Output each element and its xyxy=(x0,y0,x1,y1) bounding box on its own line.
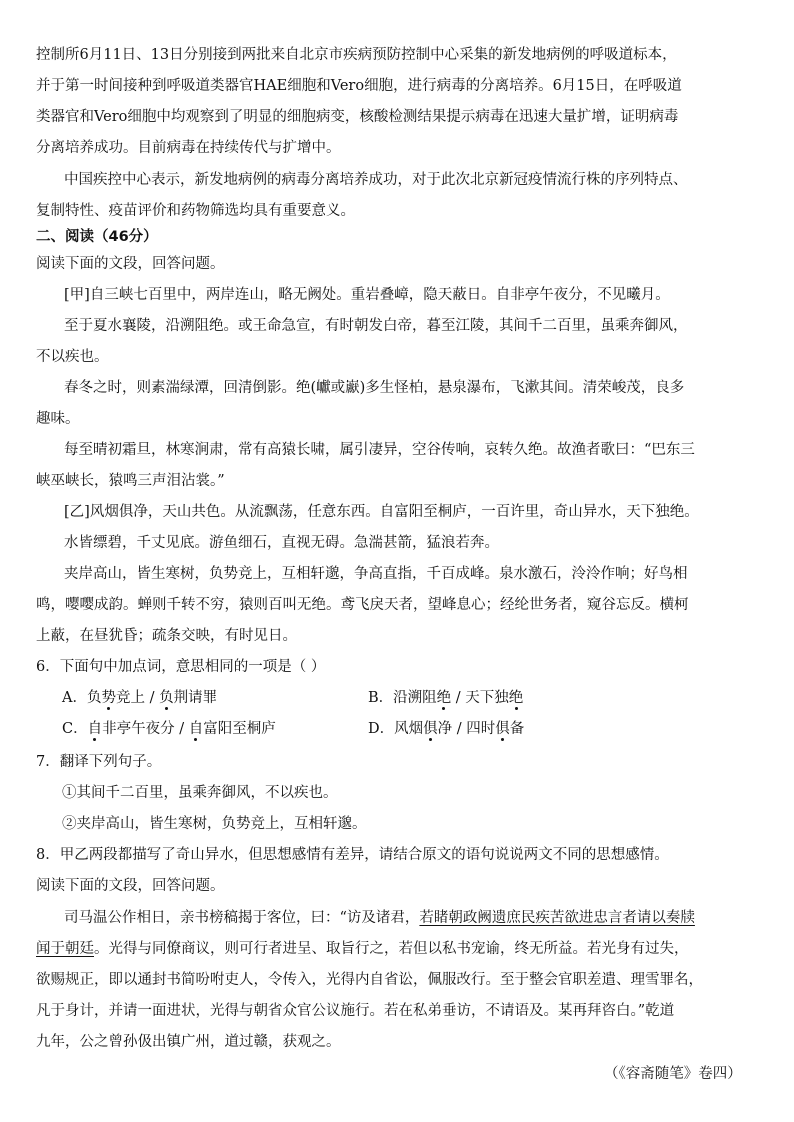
underlined-sentence: 若睹朝政阙遗庶民疾苦欲进忠言者请以奏牍 xyxy=(419,910,695,926)
question-6-option-b: B．沿溯阻绝 / 天下独绝 xyxy=(368,690,524,706)
passage-c-line-5: 九年，公之曾孙伋出镇广州，道过赣，获观之。 xyxy=(36,1034,341,1050)
question-6-stem: 6．下面句中加点词，意思相同的一项是（ ） xyxy=(36,659,326,675)
source-citation: （《容斋随笔》卷四） xyxy=(604,1066,742,1082)
passage-a-p4-line-2: 峡巫峡长，猿鸣三声泪沾裳。” xyxy=(36,473,225,489)
passage-a-p3-line-1: 春冬之时，则素湍绿潭，回清倒影。绝(巘或巚)多生怪柏，悬泉瀑布，飞漱其间。清荣峻茂，良多 xyxy=(64,380,685,396)
question-6-option-c: C．自非亭午夜分 / 自富阳至桐庐 xyxy=(62,721,276,737)
underlined-sentence-end: 闻于朝廷 xyxy=(36,941,94,957)
passage-a-p2-line-1: 至于夏水襄陵，沿溯阻绝。或王命急宣，有时朝发白帝，暮至江陵，其间千二百里，虽乘奔御风， xyxy=(64,318,688,334)
passage-a-p2-line-2: 不以疾也。 xyxy=(36,349,109,365)
intro-line-1: 控制所6月11日、13日分别接到两批来自北京市疾病预防控制中心采集的新发地病例的呼吸道标本， xyxy=(36,47,677,63)
passage-c-line-2: 闻于朝廷。光得与同僚商议，则可行者进呈、取旨行之，若但以私书宠谕，终无所益。若光身有过失， xyxy=(36,941,689,957)
reading-instruction-2: 阅读下面的文段，回答问题。 xyxy=(36,878,225,894)
passage-a-p4-line-1: 每至晴初霜旦，林寒涧肃，常有高猿长啸，属引凄异，空谷传响，哀转久绝。故渔者歌曰：“巴东三 xyxy=(64,442,695,458)
passage-b-p2: 水皆缥碧，千丈见底。游鱼细石，直视无碍。急湍甚箭，猛浪若奔。 xyxy=(64,535,499,551)
passage-c-line-3: 欲赐规正，即以通封书简吩咐吏人，令传入，光得内自省讼，佩服改行。至于整会官职差遣、理雪罪名， xyxy=(36,972,703,988)
passage-b-p3-line-1: 夹岸高山，皆生寒树，负势竞上，互相轩邈，争高直指，千百成峰。泉水激石，泠泠作响；好鸟相 xyxy=(64,566,688,582)
intro-line-3: 类器官和Vero细胞中均观察到了明显的细胞病变，核酸检测结果提示病毒在迅速大量扩增，证明病毒 xyxy=(36,109,679,125)
reading-instruction: 阅读下面的文段，回答问题。 xyxy=(36,256,225,272)
section-heading: 二、阅读（46分） xyxy=(36,229,158,245)
question-6-option-a: A．负势竞上 / 负荆请罪 xyxy=(62,690,218,706)
passage-b-p3-line-2: 鸣，嘤嘤成韵。蝉则千转不穷，猿则百叫无绝。鸢飞戾天者，望峰息心；经纶世务者，窥谷忘反。横柯 xyxy=(36,597,689,613)
question-7-sentence-1: ①其间千二百里，虽乘奔御风，不以疾也。 xyxy=(62,785,338,801)
intro-p2-line-1: 中国疾控中心表示，新发地病例的病毒分离培养成功，对于此次北京新冠疫情流行株的序列特点、 xyxy=(64,172,688,188)
passage-b-p1: [乙]风烟俱净，天山共色。从流飘荡，任意东西。自富阳至桐庐，一百许里，奇山异水，天下独绝。 xyxy=(64,504,699,520)
passage-a-p3-line-2: 趣味。 xyxy=(36,411,80,427)
intro-line-4: 分离培养成功。目前病毒在持续传代与扩增中。 xyxy=(36,140,341,156)
passage-c-line-4: 凡于身计，并请一面进状，光得与朝省众官公议施行。若在私弟垂访，不请语及。某再拜咨白。”乾道 xyxy=(36,1003,675,1019)
question-8-stem: 8．甲乙两段都描写了奇山异水，但思想感情有差异，请结合原文的语句说说两文不同的思想感情。 xyxy=(36,847,669,863)
question-6-option-d: D．风烟俱净 / 四时俱备 xyxy=(368,721,525,737)
question-7-sentence-2: ②夹岸高山，皆生寒树，负势竞上，互相轩邈。 xyxy=(62,816,367,832)
passage-c-line-1: 司马温公作相日，亲书榜稿揭于客位，曰：“访及诸君，若睹朝政阙遗庶民疾苦欲进忠言者请以奏牍 xyxy=(64,910,695,926)
intro-p2-line-2: 复制特性、疫苗评价和药物筛选均具有重要意义。 xyxy=(36,203,355,219)
passage-a-p1: [甲]自三峡七百里中，两岸连山，略无阙处。重岩叠嶂，隐天蔽日。自非亭午夜分，不见曦月。 xyxy=(64,287,670,303)
passage-b-p3-line-3: 上蔽，在昼犹昏；疏条交映，有时见日。 xyxy=(36,628,297,644)
question-7-stem: 7．翻译下列句子。 xyxy=(36,754,162,770)
intro-line-2: 并于第一时间接种到呼吸道类器官HAE细胞和Vero细胞，进行病毒的分离培养。6月15日，在呼吸道 xyxy=(36,78,682,94)
